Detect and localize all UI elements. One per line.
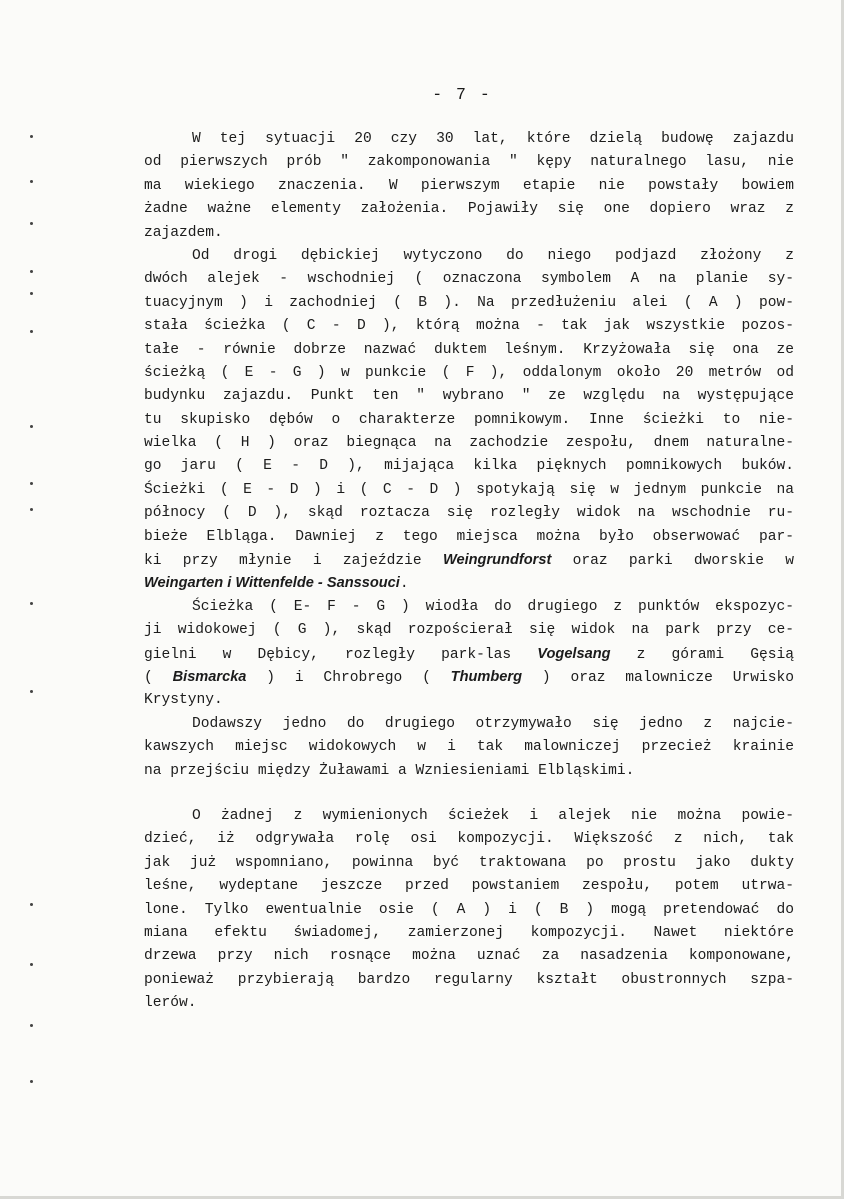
text-line: wielka ( H ) oraz biegnąca na zachodzie zespołu, dnem naturalne- — [144, 435, 794, 452]
text-line: Ścieżki ( E - D ) i ( C - D ) spotykają się w jednym punkcie na — [144, 481, 794, 498]
text-line: tu skupisko dębów o charakterze pomnikowym. Inne ścieżki to nie- — [144, 411, 794, 428]
scan-speck — [30, 222, 33, 225]
scan-speck — [30, 330, 33, 333]
text-line: dzieć, iż odgrywała rolę osi kompozycji. Większość z nich, tak — [144, 831, 794, 848]
scan-speck — [30, 903, 33, 906]
text-line: jak już wspomniano, powinna być traktowana po prostu jako dukty — [144, 854, 794, 871]
text-line: W tej sytuacji 20 czy 30 lat, które dzielą budowę zajazdu — [192, 131, 794, 147]
scan-speck — [30, 135, 33, 138]
text-line: Krystyny. — [144, 692, 223, 709]
place-name: Vogelsang — [537, 645, 611, 662]
place-name: Weingarten i Wittenfelde - Sanssouci — [144, 575, 400, 592]
body-text — [144, 128, 794, 1015]
scan-speck — [30, 602, 33, 605]
paragraph-1 — [144, 128, 794, 245]
text-line: bieże Elbląga. Dawniej z tego miejsca można było obserwować par- — [144, 528, 794, 545]
paragraph-2 — [144, 245, 794, 596]
text-line: budynku zajazdu. Punkt ten " wybrano " ze względu na występujące — [144, 388, 794, 405]
text-line: leśne, wydeptane jeszcze przed powstaniem zespołu, potem utrwa- — [144, 878, 794, 895]
text-line: ji widokowej ( G ), skąd rozpościerał się widok na park przy ce- — [144, 622, 794, 639]
text-span: ) i Chrobrego ( — [246, 669, 451, 686]
text-line — [144, 572, 794, 595]
text-line: ścieżką ( E - G ) w punkcie ( F ), oddalonym około 20 metrów od — [144, 364, 794, 381]
text-line: O żadnej z wymienionych ścieżek i alejek nie można powie- — [192, 807, 794, 824]
text-line: tuacyjnym ) i zachodniej ( B ). Na przedłużeniu alei ( A ) pow- — [144, 294, 794, 311]
text-line: miana efektu świadomej, zamierzonej kompozycji. Nawet niektóre — [144, 924, 794, 941]
text-line: kawszych miejsc widokowych w i tak malowniczej przecież krainie — [144, 739, 794, 756]
text-line: ponieważ przybierają bardzo regularny kształt obustronnych szpa- — [144, 971, 794, 988]
text-line: drzewa przy nich rosnące można uznać za nasadzenia komponowane, — [144, 948, 794, 965]
text-line: od pierwszych prób " zakomponowania " kępy naturalnego lasu, nie — [144, 154, 794, 171]
paragraph-4 — [144, 713, 794, 783]
text-span: . — [399, 576, 409, 593]
scan-speck — [30, 1024, 33, 1027]
text-span: ) oraz malownicze Urwisko — [522, 669, 795, 686]
scan-speck — [30, 690, 33, 693]
text-line — [144, 666, 794, 689]
text-line: żadne ważne elementy założenia. Pojawiły się one dopiero wraz z — [144, 201, 794, 218]
text-line: Od drogi dębickiej wytyczono do niego podjazd złożony z — [192, 247, 794, 264]
place-name: Weingrundforst — [442, 552, 552, 569]
scan-speck — [30, 1080, 33, 1083]
text-line: północy ( D ), skąd roztacza się rozległy widok na wschodnie ru- — [144, 505, 794, 522]
scan-speck — [30, 508, 33, 511]
text-span: oraz parki dworskie w — [551, 553, 794, 570]
text-span: z górami Gęsią — [610, 646, 794, 663]
text-line: dwóch alejek - wschodniej ( oznaczona symbolem A na planie sy- — [144, 271, 794, 288]
text-span: ( — [144, 669, 173, 686]
text-line: ma wiekiego znaczenia. W pierwszym etapie nie powstały bowiem — [144, 177, 794, 194]
paragraph-3 — [144, 596, 794, 713]
text-span: ki przy młynie i zajeździe — [144, 553, 443, 570]
scan-speck — [30, 482, 33, 485]
scan-speck — [30, 963, 33, 966]
paragraph-5 — [144, 805, 794, 1016]
place-name: Bismarcka — [172, 668, 247, 685]
text-line: zajazdem. — [144, 224, 223, 241]
text-line: stała ścieżka ( C - D ), którą można - tak jak wszystkie pozos- — [144, 318, 794, 335]
text-line — [144, 549, 794, 572]
text-line: na przejściu między Żuławami a Wzniesieniami Elbląskimi. — [144, 762, 635, 779]
scan-speck — [30, 292, 33, 295]
text-span: gielni w Dębicy, rozległy park-las — [144, 646, 538, 663]
scan-speck — [30, 425, 33, 428]
place-name: Thumberg — [450, 668, 523, 685]
scan-speck — [30, 180, 33, 183]
text-line: lone. Tylko ewentualnie osie ( A ) i ( B ) mogą pretendować do — [144, 901, 794, 918]
text-line: lerów. — [144, 995, 197, 1012]
page-number: - 7 - — [432, 85, 492, 104]
text-line: Dodawszy jedno do drugiego otrzymywało się jedno z najcie- — [192, 715, 794, 732]
scan-speck — [30, 270, 33, 273]
text-line — [144, 643, 794, 666]
text-line: Ścieżka ( E- F - G ) wiodła do drugiego z punktów ekspozyc- — [192, 598, 794, 615]
text-line: tałe - równie dobrze nazwać duktem leśnym. Krzyżowała się ona ze — [144, 341, 794, 358]
text-line: go jaru ( E - D ), mijająca kilka pięknych pomnikowych buków. — [144, 458, 794, 475]
